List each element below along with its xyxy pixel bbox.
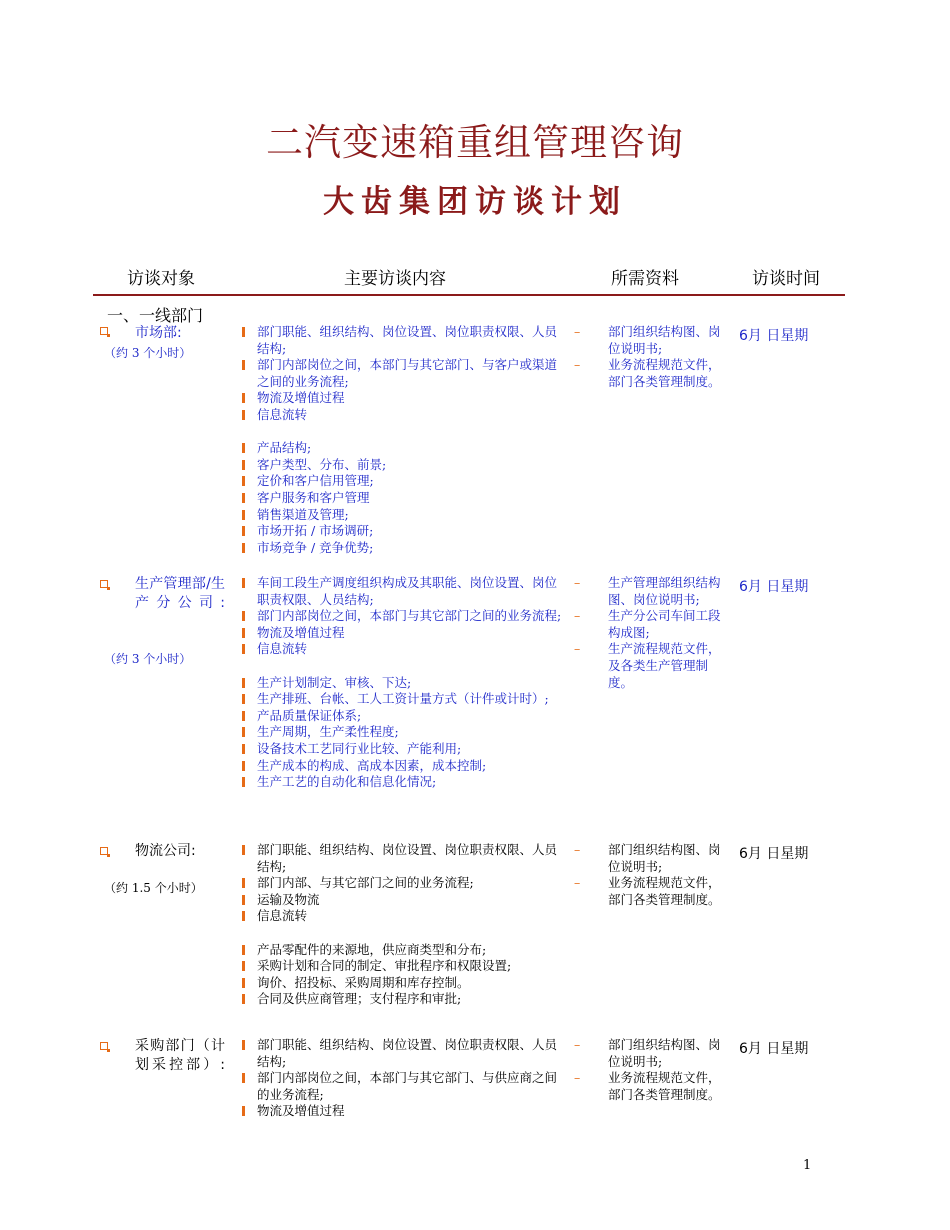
header-divider xyxy=(93,294,845,296)
list-item: 信息流转 xyxy=(240,641,562,658)
list-item: 设备技术工艺同行业比较、产能利用; xyxy=(240,741,562,758)
document-subtitle: 大齿集团访谈计划 xyxy=(323,184,627,220)
document-title: 二汽变速箱重组管理咨询 xyxy=(266,121,684,164)
list-item: 询价、招投标、采购周期和库存控制。 xyxy=(240,975,562,992)
page-number: 1 xyxy=(803,1158,812,1173)
list-item: 物流及增值过程 xyxy=(240,1103,562,1120)
list-item: 部门职能、组织结构、岗位设置、岗位职责权限、人员结构; xyxy=(240,324,562,357)
interview-time: 6月 日星期 xyxy=(739,1041,809,1057)
checkbox-bullet-icon xyxy=(100,847,108,855)
content-list xyxy=(240,1037,562,1120)
dept-name: 物流公司: xyxy=(135,843,196,859)
list-item: 合同及供应商管理；支付程序和审批; xyxy=(240,991,562,1008)
list-item: 产品质量保证体系; xyxy=(240,708,562,725)
list-item: 信息流转 xyxy=(240,407,562,424)
list-item: 信息流转 xyxy=(240,908,562,925)
list-item: 物流及增值过程 xyxy=(240,390,562,407)
docs-list xyxy=(574,575,722,691)
checkbox-bullet-icon xyxy=(100,1042,108,1050)
list-item: 车间工段生产调度组织构成及其职能、岗位设置、岗位职责权限、人员结构; xyxy=(240,575,562,608)
dept-hours: （约 3 个小时） xyxy=(104,346,192,360)
list-item: – 生产管理部组织结构图、岗位说明书; xyxy=(574,575,722,608)
docs-list xyxy=(574,1037,722,1103)
list-item: 市场开拓 / 市场调研; xyxy=(240,523,562,540)
list-item: 定价和客户信用管理; xyxy=(240,473,562,490)
header-time: 访谈时间 xyxy=(752,269,820,289)
content-list xyxy=(240,324,562,556)
list-item: – 生产流程规范文件，及各类生产管理制度。 xyxy=(574,641,722,691)
list-item: 部门内部岗位之间，本部门与其它部门、与供应商之间的业务流程; xyxy=(240,1070,562,1103)
list-item: – 部门组织结构图、岗位说明书; xyxy=(574,324,722,357)
list-item: 市场竞争 / 竞争优势; xyxy=(240,540,562,557)
list-item: 生产计划制定、审核、下达; xyxy=(240,675,562,692)
list-item: 采购计划和合同的制定、审批程序和权限设置; xyxy=(240,958,562,975)
list-item: – 生产分公司车间工段构成图; xyxy=(574,608,722,641)
list-item: 生产排班、台帐、工人工资计量方式（计件或计时）; xyxy=(240,691,562,708)
list-item: 生产周期，生产柔性程度; xyxy=(240,724,562,741)
list-item: 客户服务和客户管理 xyxy=(240,490,562,507)
checkbox-bullet-icon xyxy=(100,580,108,588)
interview-time: 6月 日星期 xyxy=(739,579,809,595)
list-item: 部门内部、与其它部门之间的业务流程; xyxy=(240,875,562,892)
docs-list xyxy=(574,842,722,908)
dept-hours: （约 3 个小时） xyxy=(104,652,192,666)
interview-time: 6月 日星期 xyxy=(739,328,809,344)
list-item: 部门内部岗位之间，本部门与其它部门、与客户或渠道之间的业务流程; xyxy=(240,357,562,390)
header-content: 主要访谈内容 xyxy=(344,269,446,289)
content-list xyxy=(240,575,562,791)
list-item: 生产工艺的自动化和信息化情况; xyxy=(240,774,562,791)
dept-hours: （约 1.5 个小时） xyxy=(104,881,203,895)
list-item: 销售渠道及管理; xyxy=(240,507,562,524)
dept-name: 市场部: xyxy=(135,325,182,341)
section-title: 一、一线部门 xyxy=(107,306,204,325)
list-item: – 部门组织结构图、岗位说明书; xyxy=(574,842,722,875)
list-item: 产品结构; xyxy=(240,440,562,457)
list-item: 客户类型、分布、前景; xyxy=(240,457,562,474)
list-item: 部门职能、组织结构、岗位设置、岗位职责权限、人员结构; xyxy=(240,1037,562,1070)
header-docs: 所需资料 xyxy=(611,269,679,289)
dept-name: 采购部门（计划采控部）: xyxy=(135,1038,225,1073)
checkbox-bullet-icon xyxy=(100,327,108,335)
list-item: 生产成本的构成、高成本因素，成本控制; xyxy=(240,758,562,775)
header-object: 访谈对象 xyxy=(127,269,195,289)
list-item: – 业务流程规范文件，部门各类管理制度。 xyxy=(574,875,722,908)
list-gap xyxy=(240,925,562,942)
list-item: 产品零配件的来源地，供应商类型和分布; xyxy=(240,942,562,959)
list-gap xyxy=(240,658,562,675)
dept-name: 生产管理部/生产分公司: xyxy=(135,576,225,611)
list-item: – 业务流程规范文件，部门各类管理制度。 xyxy=(574,357,722,390)
list-item: – 部门组织结构图、岗位说明书; xyxy=(574,1037,722,1070)
list-item: 物流及增值过程 xyxy=(240,625,562,642)
interview-time: 6月 日星期 xyxy=(739,846,809,862)
list-item: 运输及物流 xyxy=(240,892,562,909)
list-item: 部门职能、组织结构、岗位设置、岗位职责权限、人员结构; xyxy=(240,842,562,875)
list-item: – 业务流程规范文件，部门各类管理制度。 xyxy=(574,1070,722,1103)
content-list xyxy=(240,842,562,1008)
list-gap xyxy=(240,424,562,441)
docs-list xyxy=(574,324,722,390)
list-item: 部门内部岗位之间，本部门与其它部门之间的业务流程; xyxy=(240,608,562,625)
